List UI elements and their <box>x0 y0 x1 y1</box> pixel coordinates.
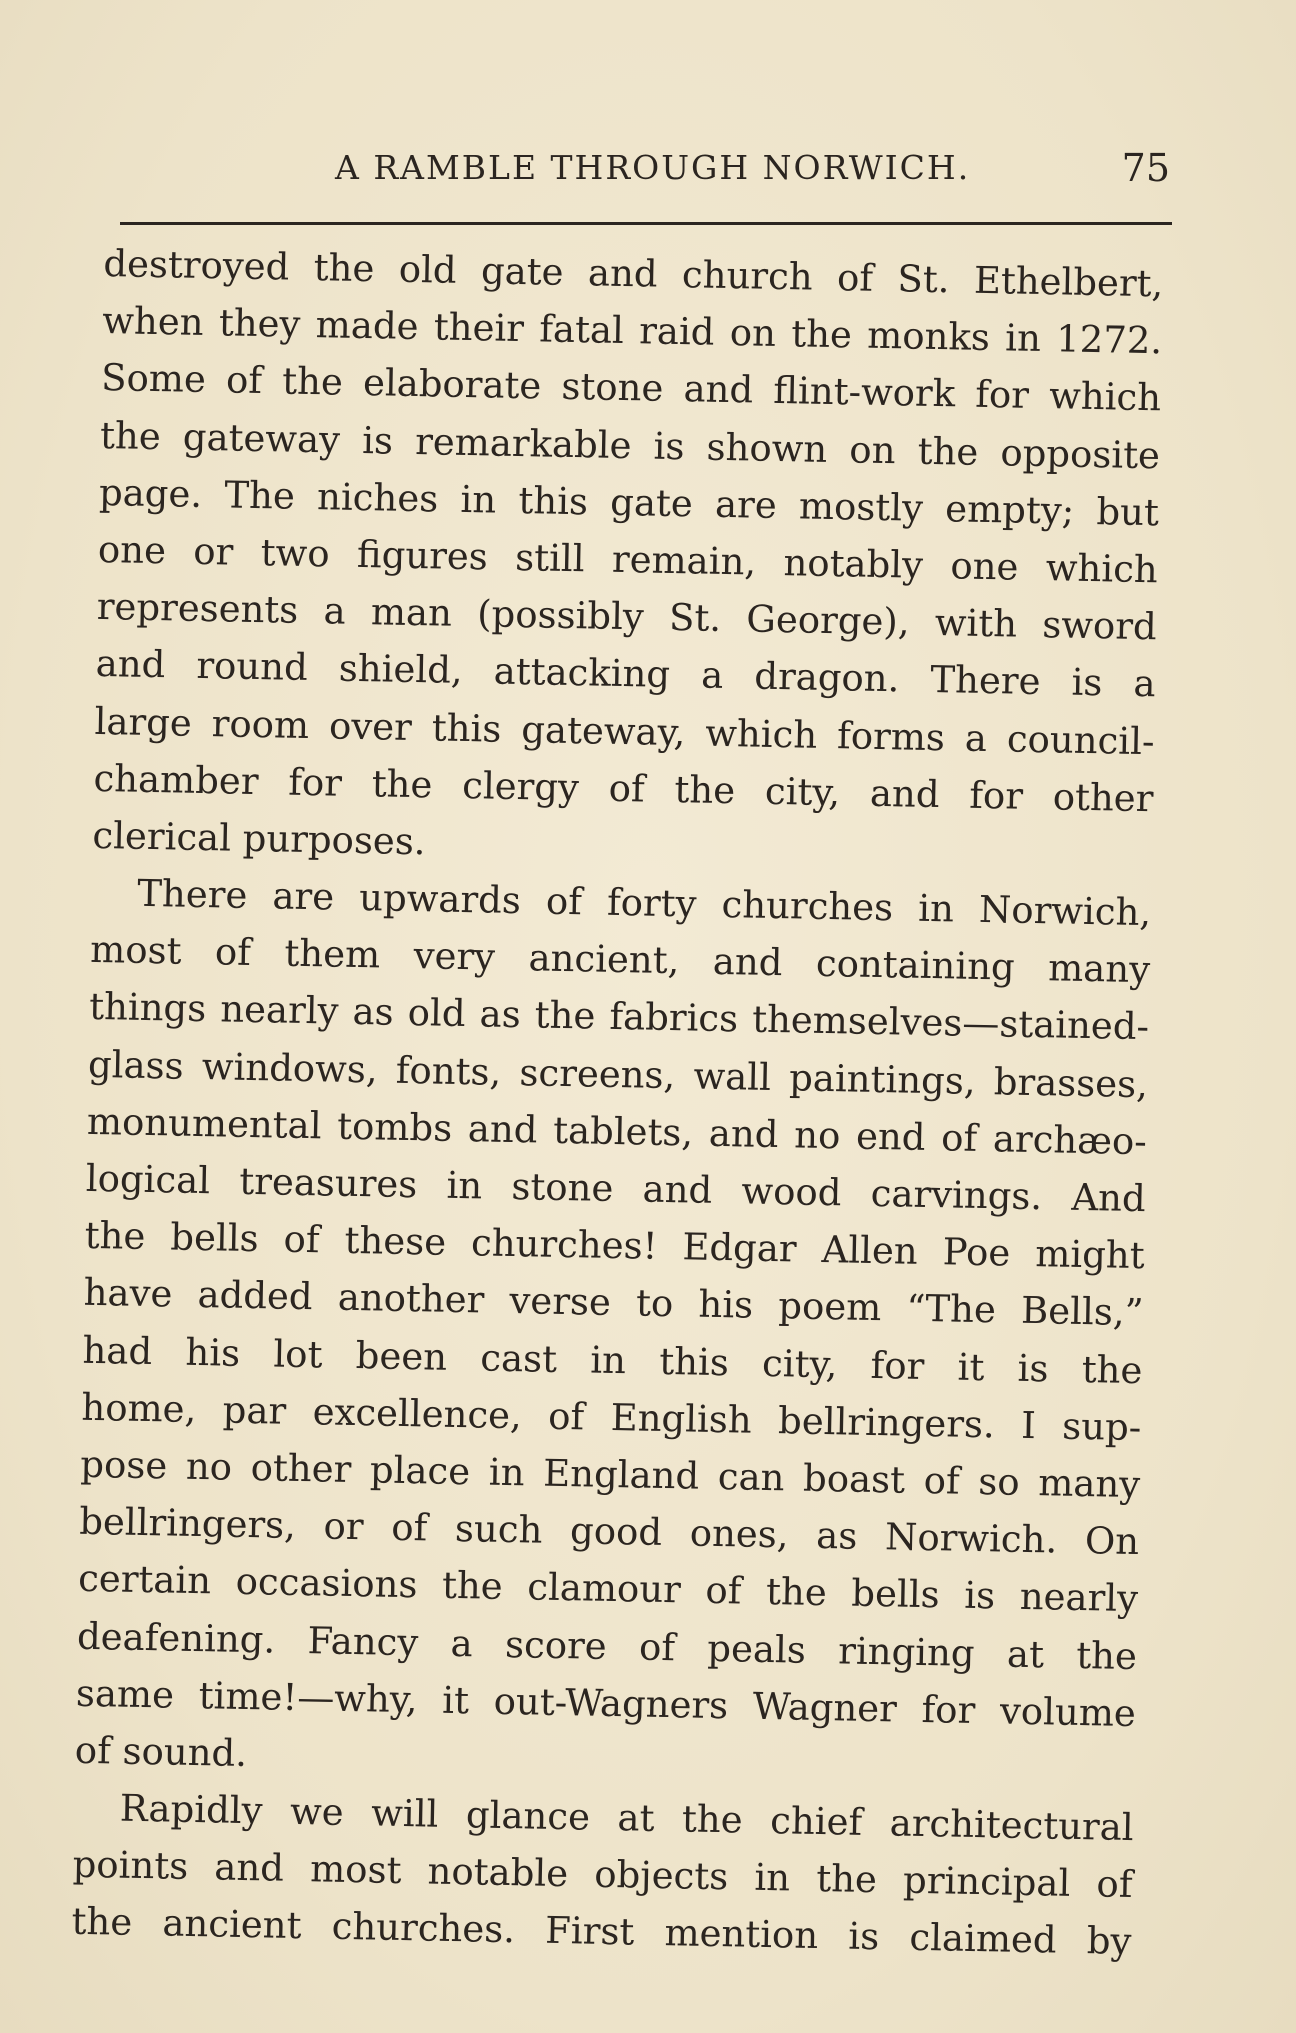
text-line: Some of the elaborate stone and flint-work for which <box>100 356 1162 420</box>
text-line: most of them very ancient, and containing many <box>89 928 1151 992</box>
text-line: chamber for the clergy of the city, and for other <box>93 756 1154 820</box>
text-line: glass windows, fonts, screens, wall paintings, brasses, <box>87 1042 1149 1106</box>
text-line: things nearly as old as the fabrics themselves—stained- <box>88 985 1150 1049</box>
text-line: the ancient churches. First mention is claimed by <box>71 1900 1132 1964</box>
text-line: home, par excellence, of English bellringers. I sup- <box>81 1385 1142 1449</box>
paragraph <box>74 864 1151 1799</box>
text-line: pose no other place in England can boast of so many <box>79 1442 1141 1507</box>
text-line: represents a man (possibly St. George), with sword <box>96 585 1158 649</box>
text-line: had his lot been cast in this city, for it is the <box>82 1328 1143 1392</box>
page-header <box>120 148 1170 208</box>
paragraph <box>92 235 1164 884</box>
text-line: monumental tombs and tablets, and no end of archæo- <box>86 1099 1148 1163</box>
text-line: have added another verse to his poem “The Bells,” <box>83 1271 1144 1335</box>
header-rule <box>120 222 1172 225</box>
paragraph <box>71 1779 1134 1971</box>
body-text <box>71 235 1164 1971</box>
text-line: one or two figures still remain, notably one which <box>97 527 1159 592</box>
text-line: There are upwards of forty churches in Norwich, <box>136 871 1152 935</box>
text-line: the gateway is remarkable is shown on the opposite <box>99 413 1161 477</box>
text-line: points and most notable objects in the principal of <box>72 1842 1133 1907</box>
text-line: page. The niches in this gate are mostly empty; but <box>98 470 1160 535</box>
text-line: clerical purposes. <box>92 813 426 864</box>
text-line: Rapidly we will glance at the chief architectural <box>119 1786 1135 1850</box>
text-line: logical treasures in stone and wood carvings. And <box>85 1156 1147 1221</box>
text-line: when they made their fatal raid on the monks in 1272. <box>101 299 1163 363</box>
text-line: large room over this gateway, which forms a council- <box>94 699 1155 763</box>
text-line: certain occasions the clamour of the bells is nearly <box>77 1557 1139 1621</box>
text-line: same time!—why, it out-Wagners Wagner for volume <box>75 1671 1137 1735</box>
text-line: destroyed the old gate and church of St. Ethelbert, <box>103 241 1164 306</box>
page-number: 75 <box>1121 146 1170 190</box>
running-head: A RAMBLE THROUGH NORWICH. <box>335 148 971 187</box>
text-line: of sound. <box>74 1728 248 1775</box>
text-line: the bells of these churches! Edgar Allen Poe might <box>84 1214 1146 1278</box>
text-line: bellringers, or of such good ones, as Norwich. On <box>78 1499 1140 1564</box>
text-line: and round shield, attacking a dragon. There is a <box>95 642 1156 706</box>
text-line: deafening. Fancy a score of peals ringing at the <box>76 1614 1138 1678</box>
